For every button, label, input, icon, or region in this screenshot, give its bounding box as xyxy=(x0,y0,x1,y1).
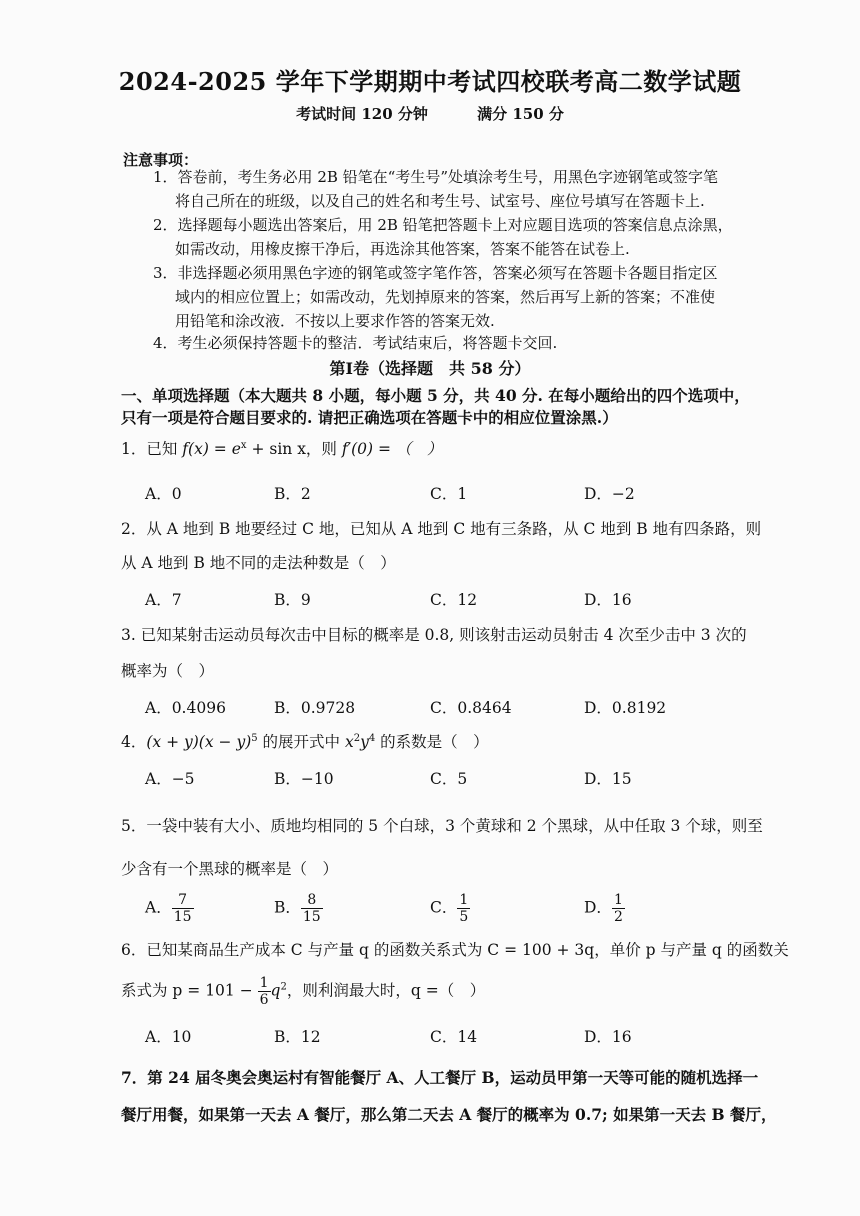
question-3-cont: 概率为（ ） xyxy=(121,662,215,680)
question-1: 1．已知 $f(x) = e^x + \sin x$，则 f′(0) = （ ） xyxy=(121,439,443,458)
option-c: C．0.8464 xyxy=(430,699,512,717)
question-7: 7．第 24 届冬奥会奥运村有智能餐厅 A、人工餐厅 B，运动员甲第一天等可能的随机选择一 xyxy=(121,1068,759,1087)
question-4: 4．$(x + y)(x - y)^5$ 的展开式中 $x^2y^4$ 的系数是（ ） xyxy=(121,732,489,751)
option-a: A．−5 xyxy=(145,770,195,788)
option-b: B．−10 xyxy=(274,770,334,788)
exam-subtitle xyxy=(0,103,860,124)
notice-line: 用铅笔和涂改液．不按以上要求作答的答案无效. xyxy=(175,312,495,330)
option-d: D．0.8192 xyxy=(584,699,667,717)
option-b: B．0.9728 xyxy=(274,699,356,717)
section-title: 第Ⅰ卷（选择题 共 58 分） xyxy=(329,359,531,378)
notice-line: 3．非选择题必须用黑色字迹的钢笔或签字笔作答，答案必须写在答题卡各题目指定区 xyxy=(153,264,718,282)
option-d: D．−2 xyxy=(584,485,635,503)
notice-line: 域内的相应位置上；如需改动，先划掉原来的答案，然后再写上新的答案；不准使 xyxy=(175,288,716,306)
option-d: D．16 xyxy=(584,591,632,609)
question-5: 5．一袋中装有大小、质地均相同的 5 个白球，3 个黄球和 2 个黑球，从中任取 3 个球，则至 xyxy=(121,817,763,835)
question-7-cont: 餐厅用餐，如果第一天去 A 餐厅，那么第二天去 A 餐厅的概率为 0.7; 如果第一天去 B 餐厅， xyxy=(121,1105,777,1124)
option-d: D． $\frac{1}{2}$ xyxy=(584,892,623,925)
notice-line: 2．选择题每小题选出答案后，用 2B 铅笔把答题卡上对应题目选项的答案信息点涂黑， xyxy=(153,216,733,234)
exam-time: 考试时间 120 分钟 xyxy=(296,105,428,123)
option-b: B．9 xyxy=(274,591,311,609)
exam-score: 满分 150 分 xyxy=(477,105,564,123)
option-a: A．0 xyxy=(145,485,182,503)
notice-heading: 注意事项： xyxy=(123,151,199,169)
option-c: C．12 xyxy=(430,591,478,609)
question-6-cont: 系式为 p = 101 − $\frac{1}{6}$ $q^2$，则利润最大时，q =（ ） xyxy=(121,975,486,1008)
question-6: 6．已知某商品生产成本 C 与产量 q 的函数关系式为 C = 100 + 3q，单价 p 与产量 q 的函数关 xyxy=(121,941,789,959)
option-b: B．2 xyxy=(274,485,311,503)
option-b: B．12 xyxy=(274,1028,321,1046)
option-c: C． $\frac{1}{5}$ xyxy=(430,892,469,925)
notice-line: 4．考生必须保持答题卡的整洁．考试结束后，将答题卡交回. xyxy=(153,334,558,352)
notice-line: 如需改动，用橡皮擦干净后，再选涂其他答案，答案不能答在试卷上. xyxy=(175,240,630,258)
question-2: 2．从 A 地到 B 地要经过 C 地，已知从 A 地到 C 地有三条路，从 C 地到 B 地有四条路，则 xyxy=(121,520,762,538)
question-5-cont: 少含有一个黑球的概率是（ ） xyxy=(121,860,339,878)
option-c: C．14 xyxy=(430,1028,478,1046)
part-instructions: 只有一项是符合题目要求的. 请把正确选项在答题卡中的相应位置涂黑.） xyxy=(121,408,618,427)
option-a: A．10 xyxy=(145,1028,192,1046)
notice-line: 1．答卷前，考生务必用 2B 铅笔在“考生号”处填涂考生号，用黑色字迹钢笔或签字笔 xyxy=(153,168,718,186)
option-c: C．1 xyxy=(430,485,468,503)
question-2-cont: 从 A 地到 B 地不同的走法种数是（ ） xyxy=(121,554,396,572)
part-instructions: 一、单项选择题（本大题共 8 小题，每小题 5 分，共 40 分. 在每小题给出的四个选项中， xyxy=(121,386,750,405)
option-d: D．16 xyxy=(584,1028,632,1046)
option-b: B． $\frac{8}{15}$ xyxy=(274,892,321,925)
option-d: D．15 xyxy=(584,770,632,788)
option-a: A．0.4096 xyxy=(145,699,226,717)
notice-line: 将自己所在的班级，以及自己的姓名和考生号、试室号、座位号填写在答题卡上. xyxy=(175,192,705,210)
option-a: A． $\frac{7}{15}$ xyxy=(145,892,192,925)
exam-title: 2024-2025 学年下学期期中考试四校联考高二数学试题 xyxy=(118,67,742,96)
question-3: 3. 已知某射击运动员每次击中目标的概率是 0.8, 则该射击运动员射击 4 次至少击中 3 次的 xyxy=(121,626,747,644)
option-c: C．5 xyxy=(430,770,468,788)
option-a: A．7 xyxy=(145,591,182,609)
